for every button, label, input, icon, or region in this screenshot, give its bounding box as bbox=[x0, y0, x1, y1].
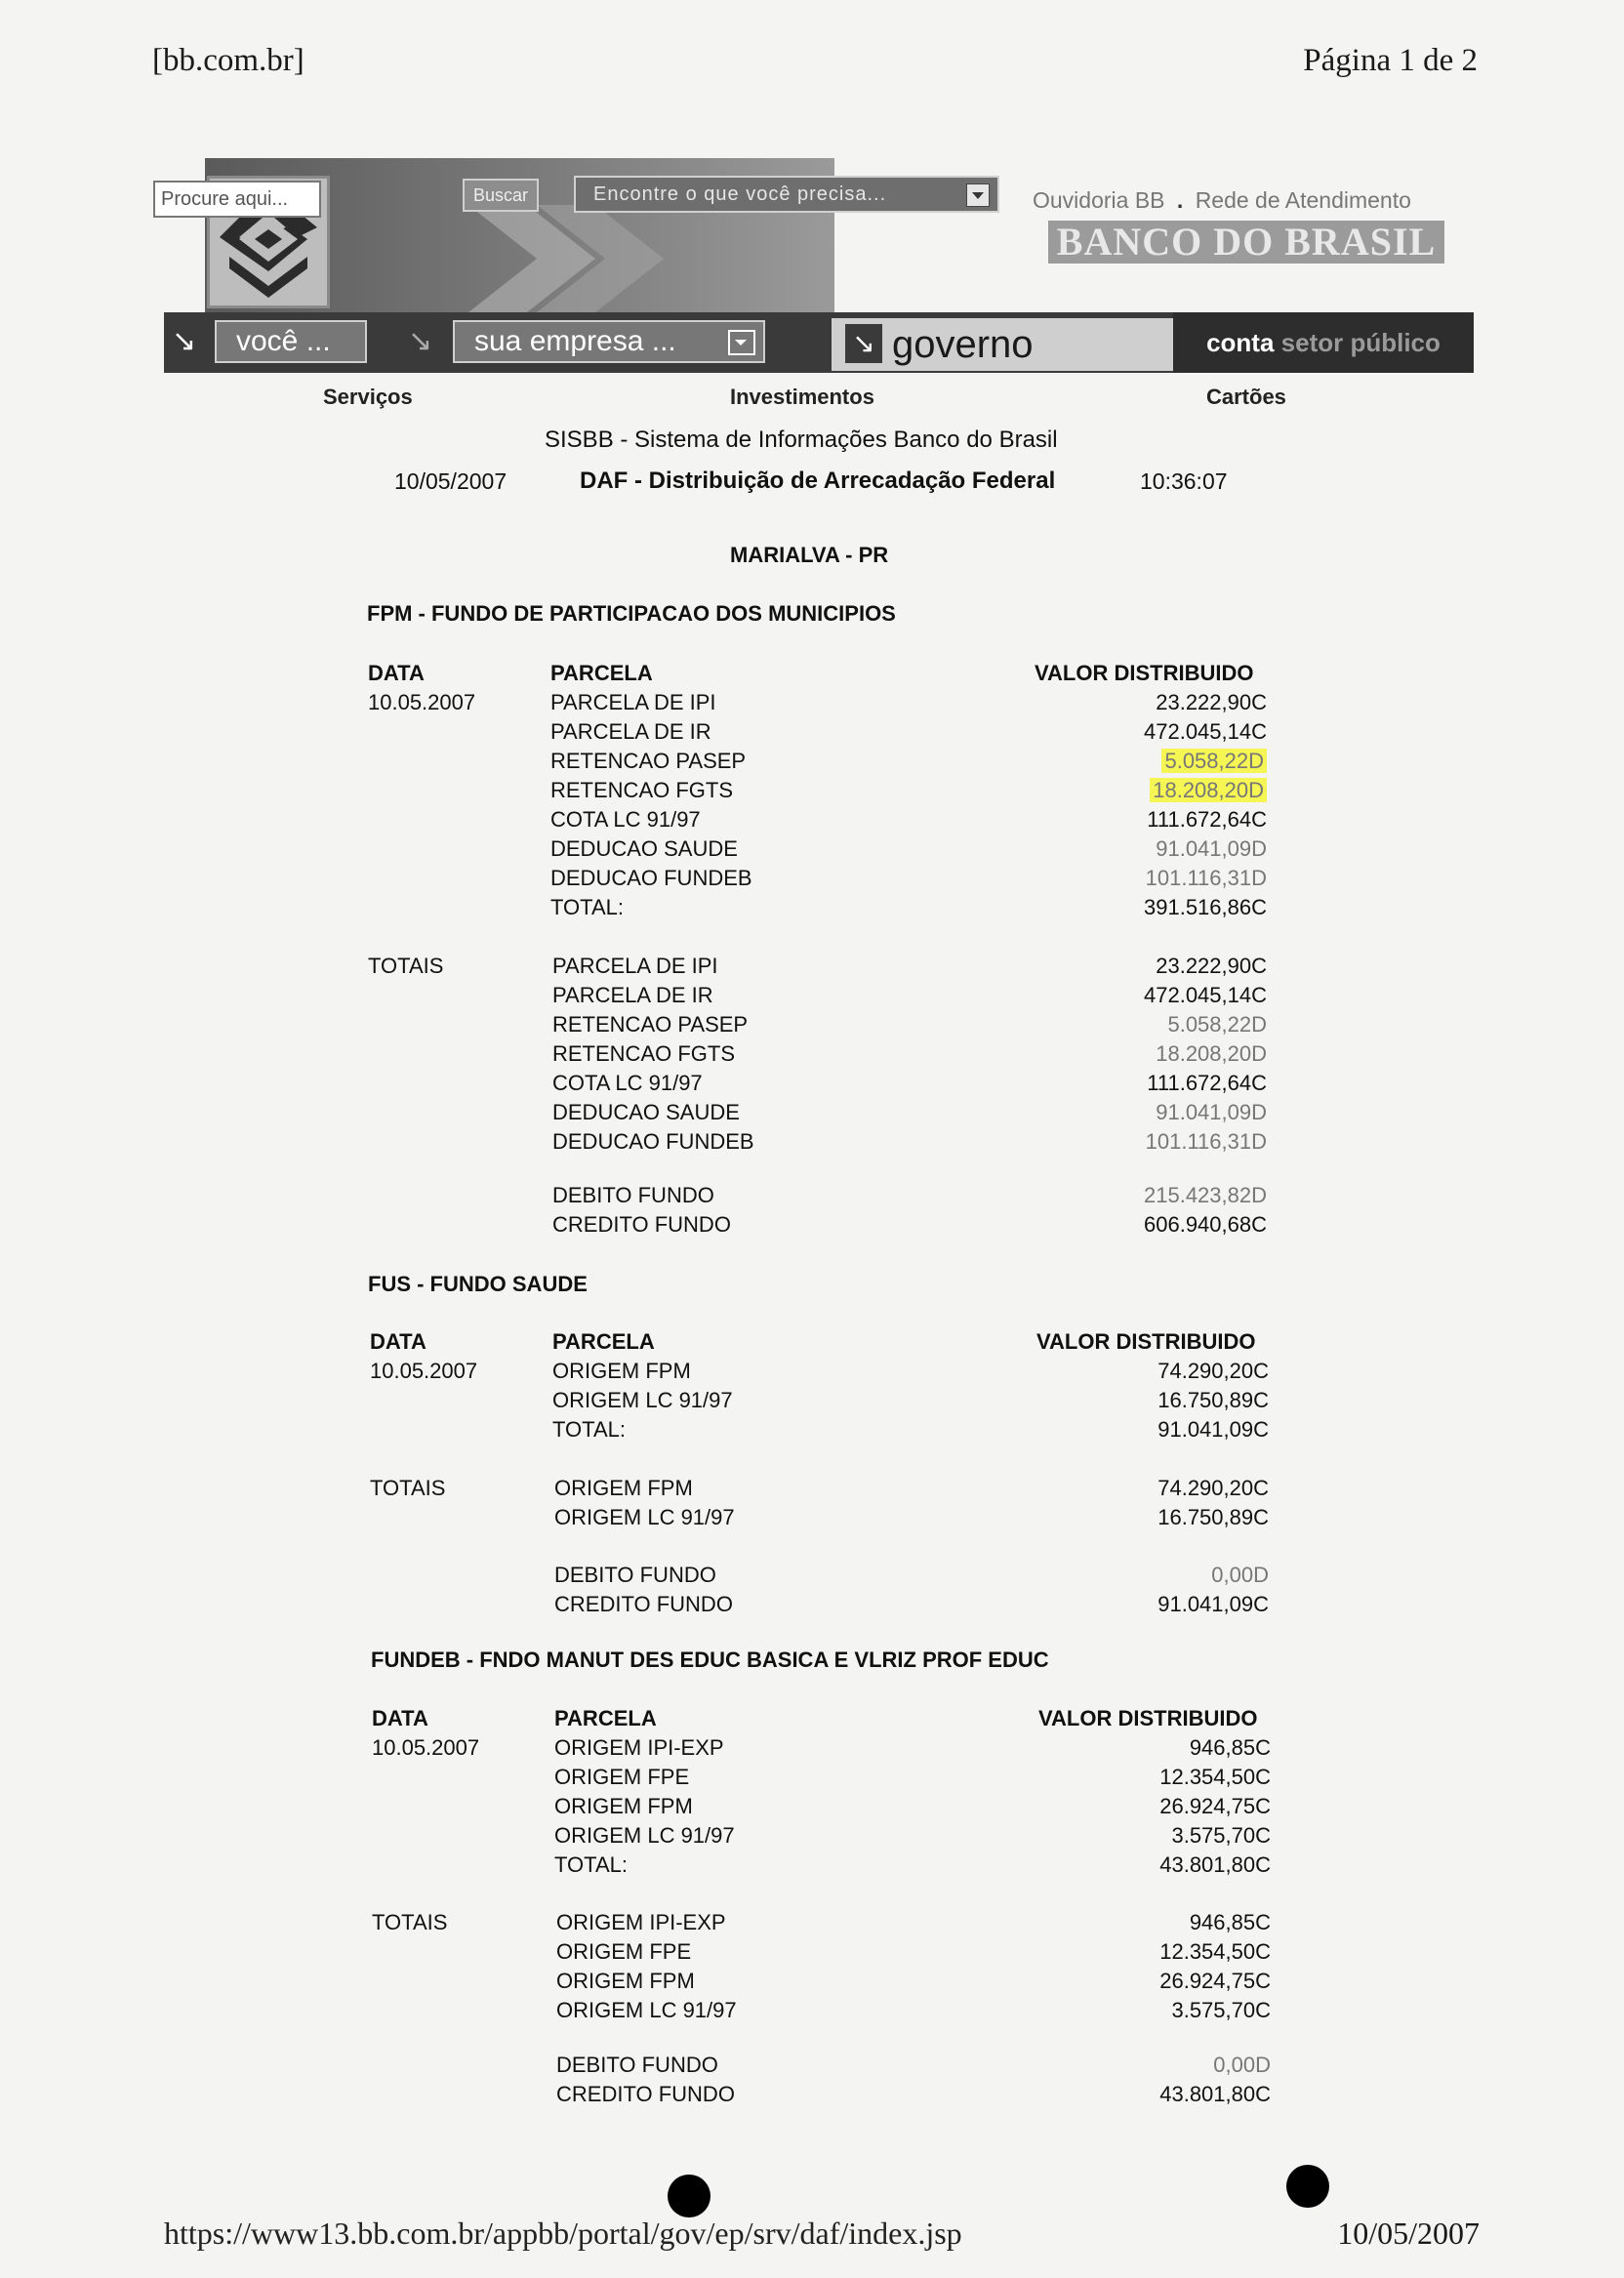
parcela-cell: ORIGEM IPI-EXP bbox=[556, 1910, 726, 1934]
find-select[interactable] bbox=[574, 176, 999, 213]
parcela-cell: DEDUCAO FUNDEB bbox=[550, 866, 752, 890]
valor-cell bbox=[1033, 836, 1267, 862]
col-header-data: DATA bbox=[368, 661, 425, 685]
valor-cell bbox=[1036, 1939, 1271, 1965]
valor-cell bbox=[1033, 954, 1267, 979]
chevron-down-icon bbox=[966, 183, 990, 207]
tab-governo[interactable] bbox=[832, 318, 1206, 371]
valor-text: 0,00D bbox=[1211, 1563, 1269, 1587]
valor-text: 3.575,70C bbox=[1171, 1998, 1271, 2022]
valor-cell bbox=[1033, 1212, 1267, 1238]
parcela-cell: PARCELA DE IPI bbox=[552, 954, 718, 978]
valor-text: 43.801,80C bbox=[1159, 2082, 1271, 2106]
parcela-cell: ORIGEM FPM bbox=[554, 1476, 693, 1500]
valor-text: 91.041,09C bbox=[1157, 1417, 1269, 1442]
arrow-icon: ↘ bbox=[845, 324, 882, 363]
parcela-cell: PARCELA DE IR bbox=[552, 983, 713, 1007]
rede-atendimento-link[interactable]: Rede de Atendimento bbox=[1195, 187, 1411, 213]
arrow-icon: ↘ bbox=[408, 325, 433, 357]
totais-label: TOTAIS bbox=[368, 954, 444, 978]
valor-text: 5.058,22D bbox=[1167, 1012, 1267, 1037]
print-header-source: [bb.com.br] bbox=[152, 43, 304, 78]
valor-cell bbox=[1033, 1183, 1267, 1208]
valor-cell bbox=[1033, 749, 1267, 774]
arrow-icon: ↘ bbox=[172, 325, 197, 357]
valor-text: 18.208,20D bbox=[1150, 778, 1267, 802]
parcela-cell: CREDITO FUNDO bbox=[556, 2082, 735, 2106]
valor-text: 472.045,14C bbox=[1144, 719, 1267, 744]
col-header-parcela: PARCELA bbox=[550, 661, 653, 685]
parcela-cell: TOTAL: bbox=[552, 1417, 626, 1442]
parcela-cell: ORIGEM LC 91/97 bbox=[552, 1388, 733, 1412]
valor-cell bbox=[1036, 2053, 1271, 2078]
tab-conta-label: conta bbox=[1206, 328, 1275, 357]
valor-cell bbox=[1033, 719, 1267, 745]
parcela-cell: CREDITO FUNDO bbox=[552, 1212, 731, 1237]
parcela-cell: DEDUCAO SAUDE bbox=[552, 1100, 740, 1124]
valor-text: 91.041,09C bbox=[1157, 1592, 1269, 1616]
top-links bbox=[1033, 187, 1411, 214]
section-title-fus: FUS - FUNDO SAUDE bbox=[368, 1272, 588, 1296]
valor-cell bbox=[1035, 1476, 1269, 1501]
valor-text: 23.222,90C bbox=[1156, 954, 1267, 978]
valor-cell bbox=[1033, 807, 1267, 833]
search-input[interactable]: Procure aqui... bbox=[153, 181, 321, 218]
valor-cell bbox=[1036, 1852, 1271, 1878]
totais-label: TOTAIS bbox=[370, 1476, 446, 1500]
parcela-cell: ORIGEM FPM bbox=[554, 1794, 693, 1818]
report-title: DAF - Distribuição de Arrecadação Federal bbox=[580, 468, 1056, 494]
print-footer-url: https://www13.bb.com.br/appbb/portal/gov/ep/srv/daf/index.jsp bbox=[164, 2216, 962, 2251]
valor-text: 74.290,20C bbox=[1157, 1476, 1269, 1500]
col-header-data: DATA bbox=[372, 1706, 428, 1730]
valor-text: 3.575,70C bbox=[1171, 1823, 1271, 1848]
col-header-valor: VALOR DISTRIBUIDO bbox=[1035, 661, 1254, 685]
parcela-cell: DEBITO FUNDO bbox=[552, 1183, 714, 1207]
col-header-valor: VALOR DISTRIBUIDO bbox=[1038, 1706, 1258, 1730]
valor-text: 74.290,20C bbox=[1157, 1359, 1269, 1383]
valor-cell bbox=[1033, 1100, 1267, 1125]
parcela-cell: ORIGEM LC 91/97 bbox=[556, 1998, 737, 2022]
parcela-cell: RETENCAO PASEP bbox=[550, 749, 747, 773]
valor-cell bbox=[1036, 2082, 1271, 2107]
valor-cell bbox=[1035, 1359, 1269, 1384]
valor-cell bbox=[1036, 1765, 1271, 1790]
search-button[interactable]: Buscar bbox=[463, 179, 539, 212]
valor-cell bbox=[1036, 1969, 1271, 1994]
valor-cell bbox=[1035, 1563, 1269, 1588]
valor-text: 91.041,09D bbox=[1156, 836, 1267, 861]
brand-wordmark[interactable]: BANCO DO BRASIL bbox=[1048, 221, 1444, 264]
valor-text: 0,00D bbox=[1213, 2053, 1271, 2077]
valor-cell bbox=[1035, 1417, 1269, 1443]
parcela-cell: DEDUCAO SAUDE bbox=[550, 836, 738, 861]
ouvidoria-link[interactable]: Ouvidoria BB bbox=[1033, 187, 1165, 213]
parcela-cell: TOTAL: bbox=[554, 1852, 628, 1877]
print-footer-date: 10/05/2007 bbox=[1337, 2216, 1480, 2251]
system-name: SISBB - Sistema de Informações Banco do Brasil bbox=[545, 427, 1058, 453]
valor-cell bbox=[1035, 1388, 1269, 1413]
tab-setor-publico-label: setor público bbox=[1280, 328, 1441, 357]
parcela-cell: ORIGEM LC 91/97 bbox=[554, 1505, 735, 1529]
main-nav bbox=[164, 312, 1474, 373]
municipality: MARIALVA - PR bbox=[730, 543, 889, 567]
valor-cell bbox=[1035, 1505, 1269, 1530]
row-date: 10.05.2007 bbox=[368, 690, 476, 714]
row-date: 10.05.2007 bbox=[372, 1735, 480, 1760]
subnav-servicos[interactable]: Serviços bbox=[323, 385, 413, 409]
valor-text: 43.801,80C bbox=[1159, 1852, 1271, 1877]
valor-cell bbox=[1036, 1735, 1271, 1761]
report-time: 10:36:07 bbox=[1140, 468, 1228, 494]
parcela-cell: RETENCAO FGTS bbox=[552, 1041, 736, 1066]
print-header-page: Página 1 de 2 bbox=[1303, 43, 1478, 78]
chevron-graphic-icon bbox=[468, 205, 722, 312]
subnav-investimentos[interactable]: Investimentos bbox=[730, 385, 874, 409]
col-header-parcela: PARCELA bbox=[552, 1329, 655, 1354]
tab-conta-setor-publico[interactable] bbox=[1173, 312, 1474, 373]
valor-text: 101.116,31D bbox=[1145, 1129, 1267, 1154]
valor-text: 12.354,50C bbox=[1159, 1765, 1271, 1789]
parcela-cell: CREDITO FUNDO bbox=[554, 1592, 733, 1616]
valor-text: 391.516,86C bbox=[1144, 895, 1267, 919]
parcela-cell: TOTAL: bbox=[550, 895, 624, 919]
chevron-down-icon bbox=[728, 330, 755, 355]
col-header-parcela: PARCELA bbox=[554, 1706, 657, 1730]
col-header-valor: VALOR DISTRIBUIDO bbox=[1036, 1329, 1256, 1354]
parcela-cell: ORIGEM FPE bbox=[554, 1765, 690, 1789]
tab-governo-label: governo bbox=[892, 323, 1034, 366]
parcela-cell: ORIGEM FPM bbox=[552, 1359, 691, 1383]
parcela-cell: COTA LC 91/97 bbox=[550, 807, 701, 832]
valor-text: 946,85C bbox=[1189, 1910, 1271, 1934]
punch-hole bbox=[668, 2175, 710, 2217]
parcela-cell: DEBITO FUNDO bbox=[554, 1563, 716, 1587]
valor-cell bbox=[1033, 1071, 1267, 1096]
link-separator: . bbox=[1176, 187, 1184, 213]
parcela-cell: RETENCAO PASEP bbox=[552, 1012, 749, 1037]
parcela-cell: ORIGEM LC 91/97 bbox=[554, 1823, 735, 1848]
parcela-cell: RETENCAO FGTS bbox=[550, 778, 734, 802]
parcela-cell: DEBITO FUNDO bbox=[556, 2053, 718, 2077]
valor-text: 26.924,75C bbox=[1159, 1794, 1271, 1818]
valor-text: 91.041,09D bbox=[1156, 1100, 1267, 1124]
tab-sua-empresa[interactable] bbox=[453, 320, 765, 363]
totais-label: TOTAIS bbox=[372, 1910, 448, 1934]
valor-text: 18.208,20D bbox=[1156, 1041, 1267, 1066]
col-header-data: DATA bbox=[370, 1329, 426, 1354]
valor-cell bbox=[1033, 778, 1267, 803]
valor-text: 16.750,89C bbox=[1157, 1388, 1269, 1412]
valor-cell bbox=[1036, 1998, 1271, 2023]
parcela-cell: COTA LC 91/97 bbox=[552, 1071, 703, 1095]
valor-text: 12.354,50C bbox=[1159, 1939, 1271, 1964]
row-date: 10.05.2007 bbox=[370, 1359, 478, 1383]
valor-cell bbox=[1033, 690, 1267, 715]
valor-cell bbox=[1036, 1910, 1271, 1935]
valor-cell bbox=[1033, 983, 1267, 1008]
parcela-cell: PARCELA DE IPI bbox=[550, 690, 716, 714]
parcela-cell: DEDUCAO FUNDEB bbox=[552, 1129, 754, 1154]
valor-text: 215.423,82D bbox=[1144, 1183, 1267, 1207]
report-date: 10/05/2007 bbox=[394, 468, 508, 494]
section-title-fpm: FPM - FUNDO DE PARTICIPACAO DOS MUNICIPIOS bbox=[367, 601, 896, 626]
valor-cell bbox=[1033, 1129, 1267, 1155]
find-select-label: Encontre o que você precisa... bbox=[593, 183, 887, 205]
valor-text: 111.672,64C bbox=[1147, 807, 1267, 832]
valor-cell bbox=[1033, 866, 1267, 891]
valor-cell bbox=[1035, 1592, 1269, 1617]
valor-cell bbox=[1033, 895, 1267, 920]
parcela-cell: PARCELA DE IR bbox=[550, 719, 711, 744]
valor-text: 606.940,68C bbox=[1144, 1212, 1267, 1237]
tab-voce[interactable]: você ... bbox=[215, 320, 367, 363]
subnav-cartoes[interactable]: Cartões bbox=[1206, 385, 1286, 409]
valor-text: 26.924,75C bbox=[1159, 1969, 1271, 1993]
valor-text: 16.750,89C bbox=[1157, 1505, 1269, 1529]
valor-cell bbox=[1036, 1794, 1271, 1819]
valor-text: 472.045,14C bbox=[1144, 983, 1267, 1007]
valor-text: 5.058,22D bbox=[1161, 749, 1267, 773]
parcela-cell: ORIGEM IPI-EXP bbox=[554, 1735, 724, 1760]
valor-text: 111.672,64C bbox=[1147, 1071, 1267, 1095]
tab-sua-empresa-label: sua empresa ... bbox=[474, 325, 676, 357]
valor-cell bbox=[1036, 1823, 1271, 1849]
parcela-cell: ORIGEM FPE bbox=[556, 1939, 692, 1964]
punch-hole bbox=[1286, 2165, 1329, 2208]
valor-cell bbox=[1033, 1012, 1267, 1037]
valor-text: 23.222,90C bbox=[1156, 690, 1267, 714]
section-title-fundeb: FUNDEB - FNDO MANUT DES EDUC BASICA E VLRIZ PROF EDUC bbox=[371, 1647, 1049, 1672]
valor-text: 101.116,31D bbox=[1145, 866, 1267, 890]
valor-text: 946,85C bbox=[1189, 1735, 1271, 1760]
valor-cell bbox=[1033, 1041, 1267, 1067]
parcela-cell: ORIGEM FPM bbox=[556, 1969, 695, 1993]
